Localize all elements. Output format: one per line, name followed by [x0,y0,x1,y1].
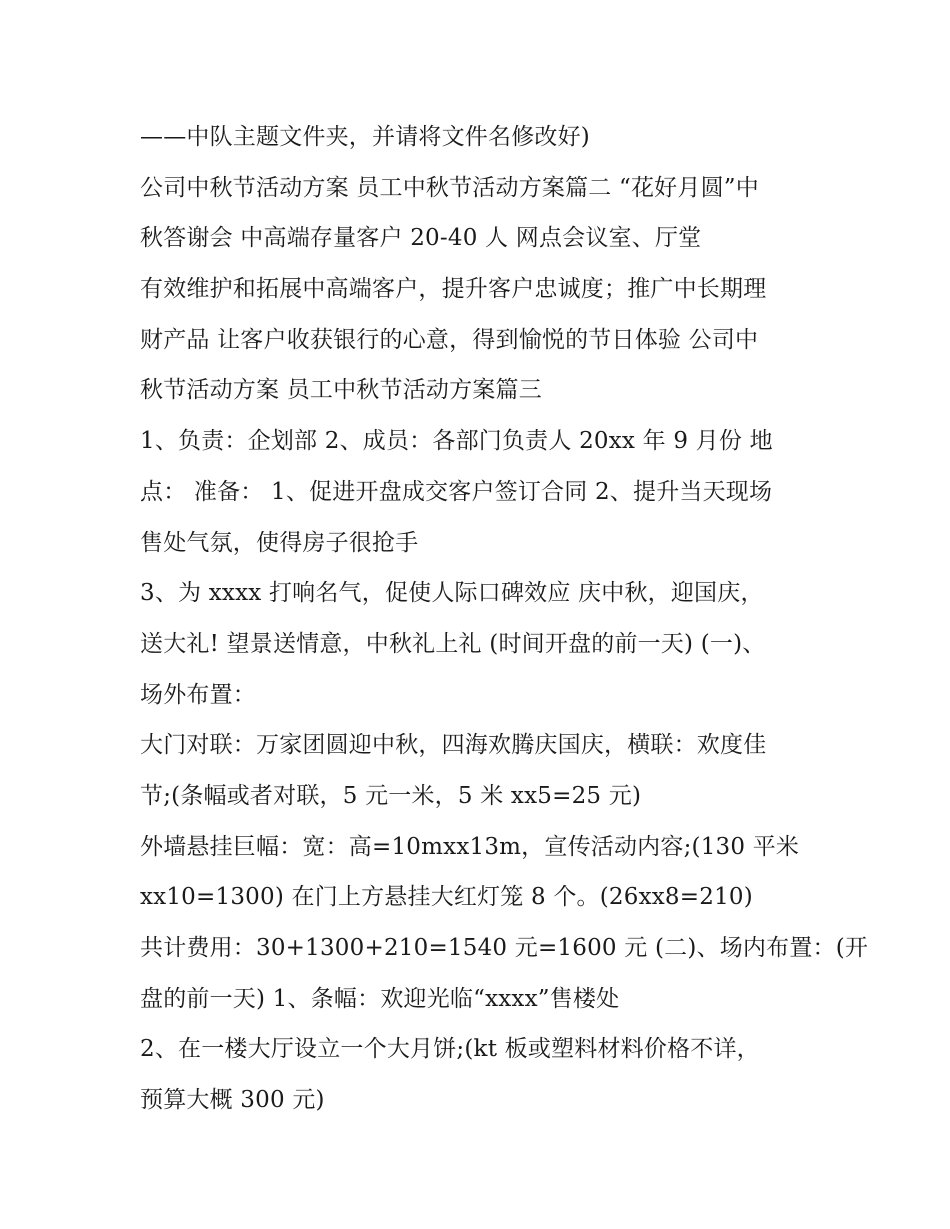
text-line: 送大礼! 望景送情意，中秋礼上礼 (时间开盘的前一天) (一)、 [140,630,766,657]
text-line: 外墙悬挂巨幅：宽：高=10mxx13m，宣传活动内容;(130 平米 [140,833,800,860]
text-line: 盘的前一天) 1、条幅：欢迎光临“xxxx”售楼处 [140,985,620,1012]
text-line: 2、在一楼大厅设立一个大月饼;(kt 板或塑料材料价格不详， [140,1036,760,1063]
text-line: 节;(条幅或者对联，5 元一米，5 米 xx5=25 元) [140,782,642,809]
text-line: 售处气氛，使得房子很抢手 [140,529,419,556]
text-line: 1、负责：企划部 2、成员：各部门负责人 20xx 年 9 月份 地 [140,428,773,455]
text-line: 秋节活动方案 员工中秋节活动方案篇三 [140,377,542,404]
text-line: 公司中秋节活动方案 员工中秋节活动方案篇二 “花好月圆”中 [140,174,759,201]
text-line: 共计费用：30+1300+210=1540 元=1600 元 (二)、场内布置：(开 [140,935,869,961]
text-line: 3、为 xxxx 打响名气，促使人际口碑效应 庆中秋，迎国庆， [140,580,764,607]
text-line: xx10=1300) 在门上方悬挂大红灯笼 8 个。(26xx8=210) [140,884,753,911]
text-line: 大门对联：万家团圆迎中秋，四海欢腾庆国庆，横联：欢度佳 [140,732,767,759]
text-line: 场外布置： [140,681,256,708]
document-body [140,112,869,1126]
text-line: 财产品 让客户收获银行的心意，得到愉悦的节日体验 公司中 [140,326,759,353]
text-line: 点： 准备： 1、促进开盘成交客户签订合同 2、提升当天现场 [140,478,773,505]
text-line: 预算大概 300 元) [140,1087,325,1114]
text-line: ——中队主题文件夹，并请将文件名修改好) [140,124,590,150]
text-line: 有效维护和拓展中高端客户，提升客户忠诚度；推广中长期理 [140,276,767,303]
text-line: 秋答谢会 中高端存量客户 20-40 人 网点会议室、厅堂 [140,225,702,252]
